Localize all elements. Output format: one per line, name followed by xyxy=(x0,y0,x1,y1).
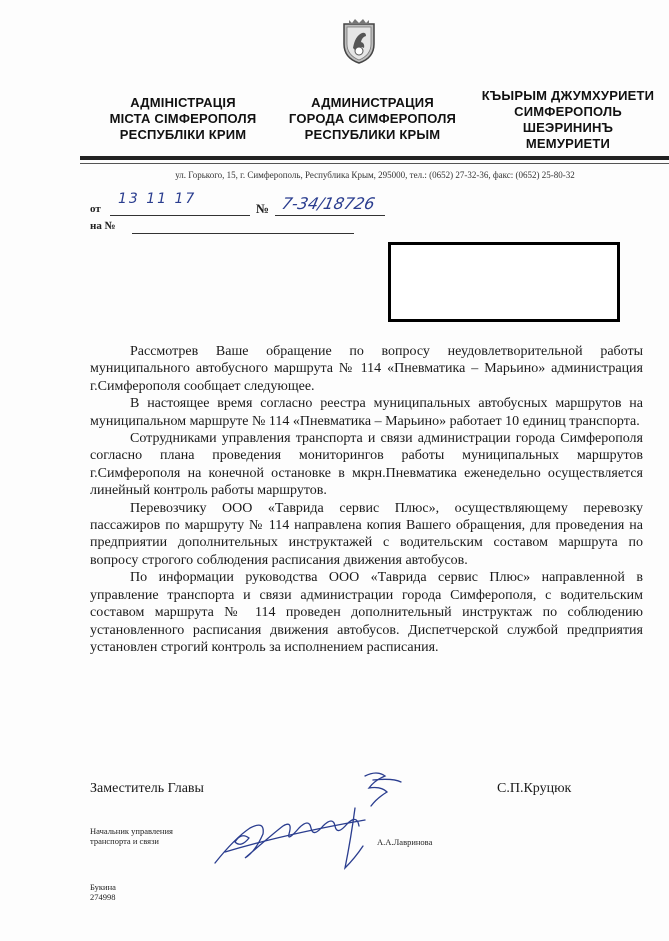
header-crimean-tatar-line: СИМФЕРОПОЛЬ xyxy=(514,104,622,119)
body-paragraph: Перевозчику ООО «Таврида сервис Плюс», осуществляющему перевозку пассажиров по маршруту № 114 направлена копия Вашего обращения, для проведения на предприятии дополнительных инструктажей с водительским составом маршрута по вопросу строгого соблюдения расписания движения автобусов. xyxy=(90,500,643,568)
executor-role-line: транспорта и связи xyxy=(90,836,159,846)
header-divider xyxy=(80,156,669,160)
body-paragraph: Рассмотрев Ваше обращение по вопросу неудовлетворительной работы муниципального автобусного маршрута № 114 «Пневматика – Марьино» администрация г.Симферополя сообщает следующее. xyxy=(90,344,643,394)
header-ukrainian-line: МІСТА СІМФЕРОПОЛЯ xyxy=(109,111,257,126)
header-russian-line: РЕСПУБЛИКИ КРЫМ xyxy=(304,127,441,142)
letterhead-address: ул. Горького, 15, г. Симферополь, Республика Крым, 295000, тел.: (0652) 27-32-36, факс: (0652) 25-80-32 xyxy=(175,170,575,180)
header-crimean-tatar-line: ШЕЭРИНИНЪ xyxy=(522,120,614,135)
reply-to-line xyxy=(132,233,354,234)
header-divider-thin xyxy=(80,163,669,164)
header-russian-line: ГОРОДА СИМФЕРОПОЛЯ xyxy=(288,111,457,126)
header-crimean-tatar xyxy=(470,88,666,152)
number-line xyxy=(275,215,385,216)
header-crimean-tatar-line: КЪЫРЫМ ДЖУМХУРИЕТИ xyxy=(481,88,655,103)
header-ukrainian-line: РЕСПУБЛІКИ КРИМ xyxy=(119,127,247,142)
header-crimean-tatar-line: МЕМУРИЕТИ xyxy=(525,136,611,151)
handwritten-date: 13 11 17 xyxy=(118,191,197,207)
redacted-addressee-box xyxy=(388,242,620,322)
handwritten-signature-icon xyxy=(205,768,435,878)
reply-to-label: на № xyxy=(90,220,116,232)
performer-phone: 274998 xyxy=(90,892,116,902)
signatory-role: Заместитель Главы xyxy=(90,781,204,796)
body-paragraph: В настоящее время согласно реестра муниципальных автобусных маршрутов на муниципальном маршруте № 114 «Пневматика – Марьино» работает 10 единиц транспорта. xyxy=(90,396,643,429)
header-ukrainian-line: АДМІНІСТРАЦІЯ xyxy=(130,95,236,110)
performer-info xyxy=(90,882,116,902)
performer-name: Букина xyxy=(90,882,116,892)
signatory-name: С.П.Круцюк xyxy=(497,781,572,796)
executor-name: А.А.Лавринова xyxy=(377,837,433,847)
body-paragraph: По информации руководства ООО «Таврида сервис Плюс» направленной в управление транспорта и связи администрации города Симферополя, с водительским составом маршрута № 114 проведен дополнительный инструктаж по соблюдению установленного расписания движения автобусов. Диспетчерской службой предприятия установлен строгий контроль за исполнением расписания. xyxy=(90,570,643,655)
header-russian xyxy=(275,95,470,143)
date-label: от xyxy=(90,203,101,215)
executor-role-line: Начальник управления xyxy=(90,826,173,836)
header-ukrainian xyxy=(88,95,278,143)
body-paragraph: Сотрудниками управления транспорта и связи администрации города Симферополя согласно плана проведения мониторингов работы муниципальных маршрутов г.Симферополя на конечной остановке в мкрн.Пневматика еженедельно осуществляется линейный контроль работы маршрутов. xyxy=(90,431,643,499)
letter-body xyxy=(90,343,643,656)
header-russian-line: АДМИНИСТРАЦИЯ xyxy=(311,95,434,110)
date-line xyxy=(110,215,250,216)
executor-role xyxy=(90,826,173,846)
handwritten-number: 7-34/18726 xyxy=(279,194,377,213)
number-label: № xyxy=(256,201,270,216)
coat-of-arms-icon xyxy=(340,18,378,64)
